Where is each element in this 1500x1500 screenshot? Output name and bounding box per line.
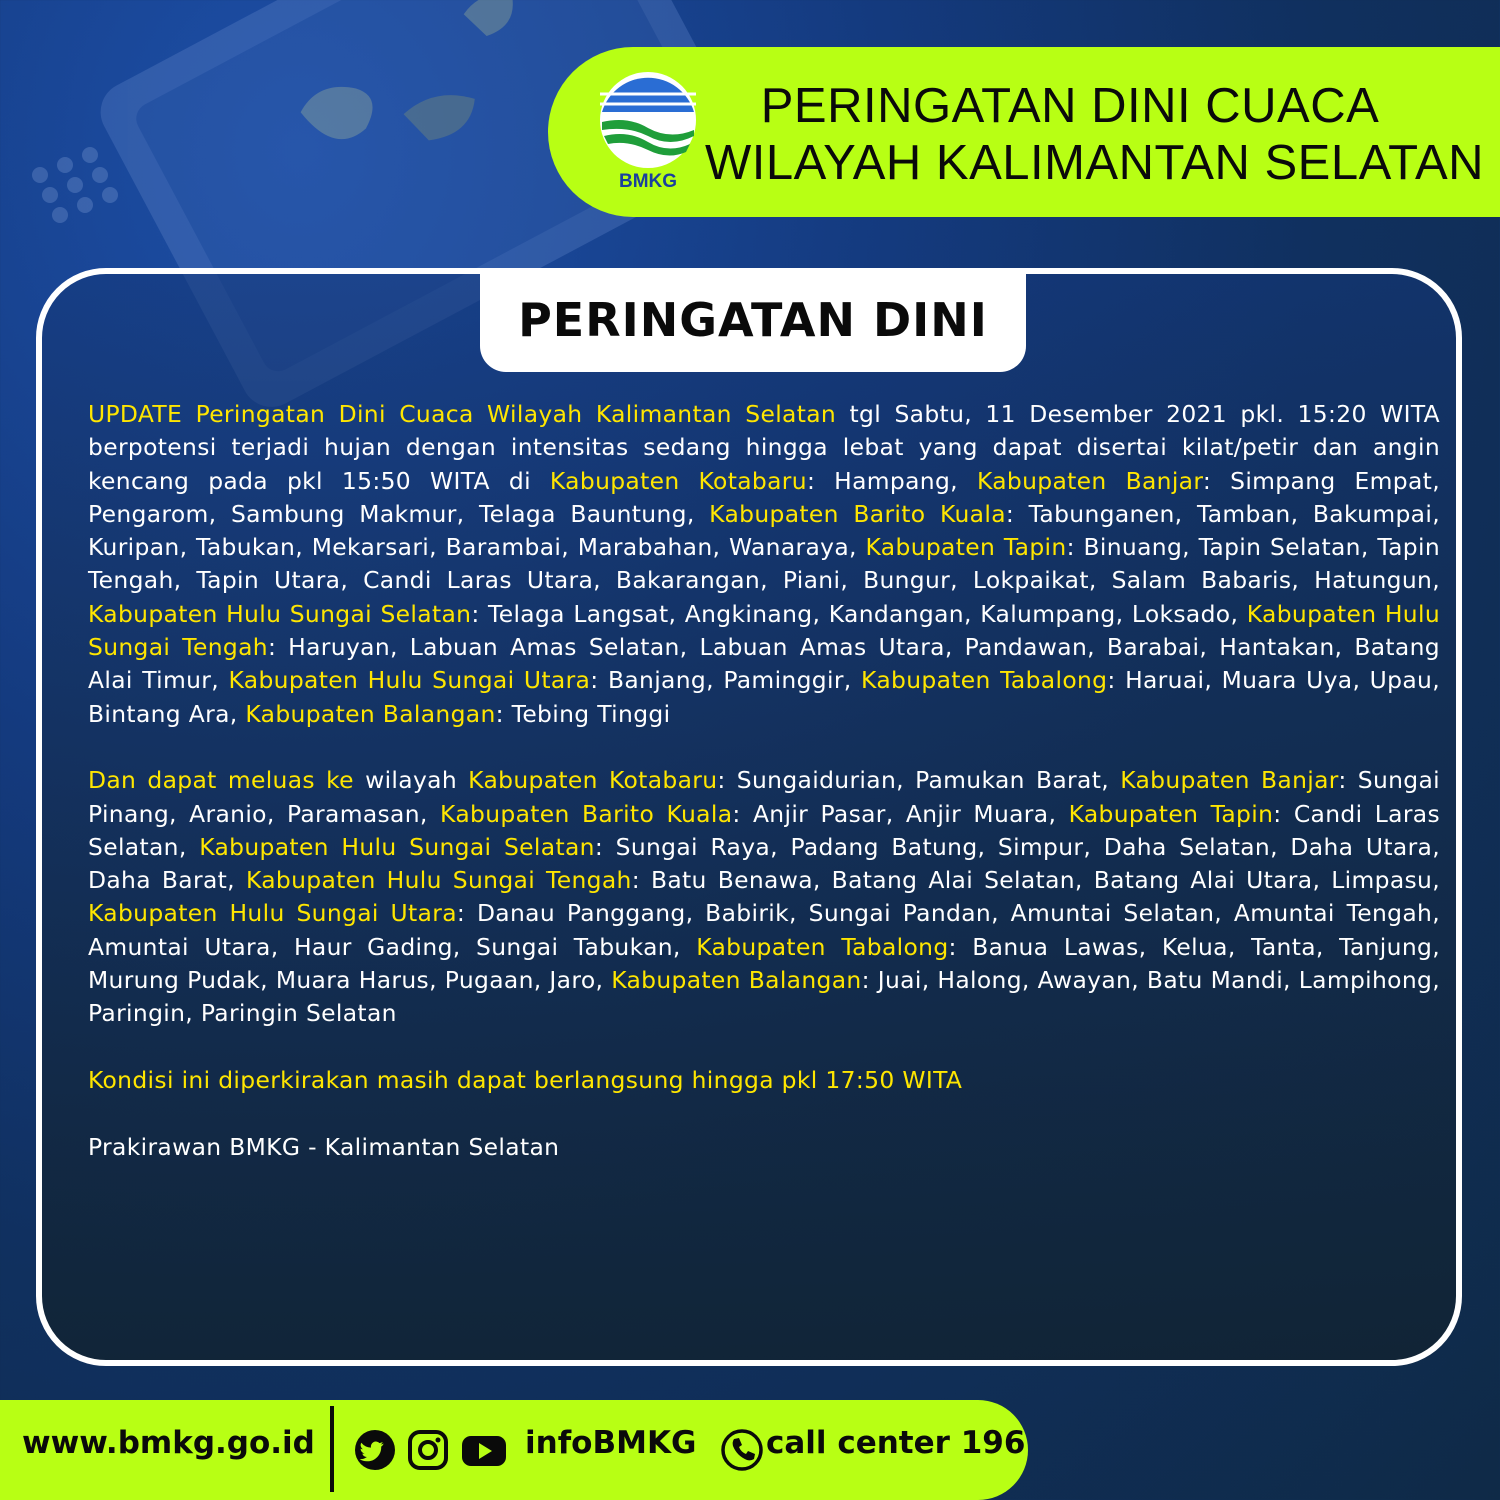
bmkg-logo [598,70,698,190]
highlight-text: Kabupaten Hulu Sungai Utara [228,666,591,695]
body-text-segment: : Juai, Halong, Awayan, Batu Mandi, Lampihong, Paringin, Paringin Selatan [88,966,1440,1028]
page-title [705,78,1485,192]
highlight-text: Kabupaten Hulu Sungai Tengah [245,866,632,895]
duration-note: Kondisi ini diperkirakan masih dapat berlangsung hingga pkl 17:50 WITA [88,1065,963,1094]
highlight-text: Kabupaten Kotabaru [549,466,807,495]
body-text-segment: : Sungai Raya, Padang Batung, Simpur, Daha Selatan, Daha Utara, Daha Barat, [88,832,1440,895]
title-line-2: WILAYAH KALIMANTAN SELATAN [705,136,1485,190]
body-text-segment: : Haruai, Muara Uya, Upau, Bintang Ara, [88,666,1440,728]
highlight-text: Kabupaten Barito Kuala [709,499,1006,528]
body-text-segment: : Danau Panggang, Babirik, Sungai Pandan, Amuntai Selatan, Amuntai Tengah, Amuntai Utara, Haur Gading, Sungai Tabukan, [88,899,1440,961]
phone-icon [720,1428,764,1472]
body-text-segment: : Telaga Langsat, Angkinang, Kandangan, Kalumpang, Loksado, [471,599,1247,628]
highlight-text: Kabupaten Kotabaru [468,766,718,795]
highlight-text: Kabupaten Banjar [976,466,1203,495]
body-text-segment: : Sungai Pinang, Aranio, Paramasan, [88,766,1441,828]
highlight-text: UPDATE Peringatan Dini Cuaca Wilayah Kalimantan Selatan [88,400,837,428]
footer-divider [330,1406,334,1492]
body-text-segment: : Candi Laras Selatan, [88,799,1441,861]
svg-text:BMKG: BMKG [618,171,678,190]
card-title: PERINGATAN DINI [518,293,988,347]
title-line-1: PERINGATAN DINI CUACA [760,79,1380,133]
body-text-segment: : Haruyan, Labuan Amas Selatan, Labuan Amas Utara, Pandawan, Barabai, Hantakan, Batang Alai Timur, [88,633,1440,695]
twitter-icon[interactable] [353,1428,397,1472]
body-text-segment: : Batu Benawa, Batang Alai Selatan, Batang Alai Utara, Limpasu, [631,866,1440,895]
body-text-segment: tgl Sabtu, 11 Desember 2021 pkl. 15:20 WITA berpotensi terjadi hujan dengan intensitas sedang hingga lebat yang dapat disertai kilat/petir dan angin kencang pada pkl 15:50 WITA di [88,400,1440,495]
warning-paragraph-2 [88,764,1440,1030]
warning-body [88,398,1440,1197]
body-text-segment: : Banjang, Paminggir, [590,666,862,695]
social-handle[interactable]: infoBMKG [525,1425,697,1461]
body-text-segment: : Tebing Tinggi [495,699,671,728]
highlight-text: Kabupaten Balangan [611,966,862,995]
highlight-text: Kabupaten Barito Kuala [440,799,733,828]
body-text-segment: : Sungaidurian, Pamukan Barat, [717,766,1121,795]
highlight-text: Kabupaten Hulu Sungai Tengah [88,599,1440,662]
highlight-text: Kabupaten Tapin [865,533,1067,562]
body-text-segment: : Hampang, [806,466,977,495]
body-text-segment: : Banua Lawas, Kelua, Tanta, Tanjung, Murung Pudak, Muara Harus, Pugaan, Jaro, [88,932,1440,995]
highlight-text: Kabupaten Banjar [1120,766,1339,795]
youtube-icon[interactable] [460,1428,508,1472]
highlight-text: Dan dapat meluas ke [88,766,354,795]
forecaster-signature: Prakirawan BMKG - Kalimantan Selatan [88,1132,560,1161]
highlight-text: Kabupaten Hulu Sungai Selatan [199,832,595,861]
highlight-text: Kabupaten Hulu Sungai Selatan [88,599,472,628]
highlight-text: Kabupaten Tapin [1068,799,1274,828]
highlight-text: Kabupaten Tabalong [861,666,1108,695]
body-text-segment: : Anjir Pasar, Anjir Muara, [732,799,1069,828]
highlight-text: Kabupaten Balangan [245,699,496,728]
body-text-segment: : Binuang, Tapin Selatan, Tapin Tengah, Tapin Utara, Candi Laras Utara, Bakarangan, Piani, Bungur, Lokpaikat, Salam Babaris, Hatungun, [88,533,1441,595]
body-text-segment: : Tabunganen, Tamban, Bakumpai, Kuripan, Tabukan, Mekarsari, Barambai, Marabahan, Wanaraya, [88,499,1440,562]
instagram-icon[interactable] [406,1428,450,1472]
warning-paragraph-1 [88,398,1440,731]
body-text-segment: wilayah [353,766,469,795]
call-center[interactable]: call center 196 [766,1425,1026,1461]
website-link[interactable]: www.bmkg.go.id [22,1425,315,1461]
card-title-tab [480,268,1026,372]
highlight-text: Kabupaten Tabalong [696,932,949,961]
body-text-segment: : Simpang Empat, Pengarom, Sambung Makmur, Telaga Bauntung, [88,466,1440,528]
highlight-text: Kabupaten Hulu Sungai Utara [88,899,457,928]
